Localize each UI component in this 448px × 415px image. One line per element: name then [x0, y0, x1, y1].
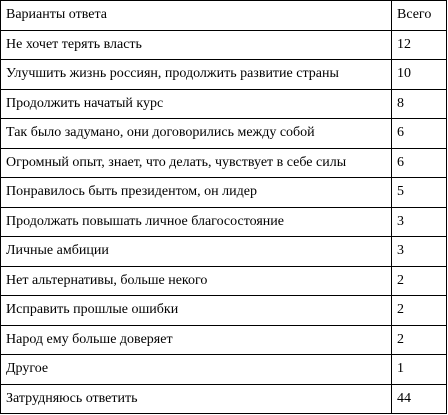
- answer-cell: Не хочет терять власть: [1, 30, 392, 60]
- header-answer-options: Варианты ответа: [1, 1, 392, 31]
- table-row: [1, 237, 447, 267]
- answer-cell: Личные амбиции: [1, 237, 392, 267]
- answer-cell: Продолжить начатый курс: [1, 89, 392, 119]
- total-cell: 6: [392, 119, 447, 149]
- table-row: [1, 30, 447, 60]
- total-cell: 8: [392, 89, 447, 119]
- total-cell: 2: [392, 266, 447, 296]
- answer-cell: Понравилось быть президентом, он лидер: [1, 178, 392, 208]
- total-cell: 12: [392, 30, 447, 60]
- answer-cell: Нет альтернативы, больше некого: [1, 266, 392, 296]
- table-row: [1, 355, 447, 385]
- total-cell: 3: [392, 207, 447, 237]
- header-total: Всего: [392, 1, 447, 31]
- table-row: [1, 325, 447, 355]
- answer-cell: Другое: [1, 355, 392, 385]
- total-cell: 6: [392, 148, 447, 178]
- answer-cell: Продолжать повышать личное благосостояние: [1, 207, 392, 237]
- answer-cell: Затрудняюсь ответить: [1, 384, 392, 414]
- answer-cell: Улучшить жизнь россиян, продолжить развитие страны: [1, 60, 392, 90]
- table-row: [1, 60, 447, 90]
- total-cell: 2: [392, 296, 447, 326]
- total-cell: 2: [392, 325, 447, 355]
- table-row: [1, 119, 447, 149]
- total-cell: 5: [392, 178, 447, 208]
- total-cell: 44: [392, 384, 447, 414]
- table-row: [1, 148, 447, 178]
- total-cell: 10: [392, 60, 447, 90]
- answer-cell: Народ ему больше доверяет: [1, 325, 392, 355]
- answer-cell: Исправить прошлые ошибки: [1, 296, 392, 326]
- table-body: [1, 1, 447, 414]
- total-cell: 3: [392, 237, 447, 267]
- table-row: [1, 89, 447, 119]
- total-cell: 1: [392, 355, 447, 385]
- answer-cell: Огромный опыт, знает, что делать, чувствует в себе силы: [1, 148, 392, 178]
- table-row: [1, 178, 447, 208]
- table-row: [1, 266, 447, 296]
- table-row: [1, 296, 447, 326]
- answer-cell: Так было задумано, они договорились между собой: [1, 119, 392, 149]
- table-row: [1, 384, 447, 414]
- table-row: [1, 207, 447, 237]
- table-header-row: [1, 1, 447, 31]
